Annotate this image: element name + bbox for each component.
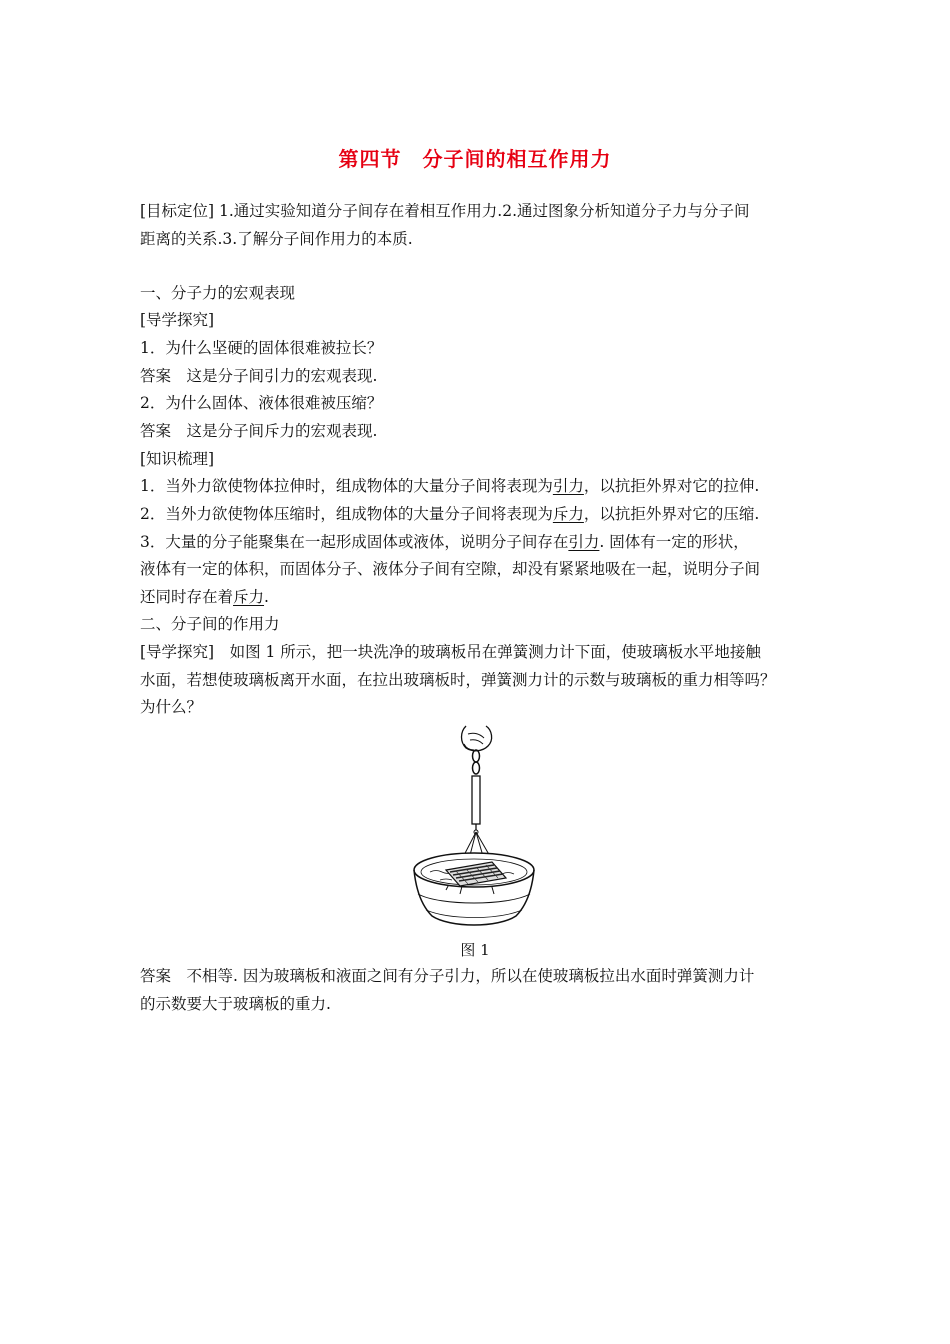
knowledge-item-3-line-3-term: 斥力 (233, 588, 265, 606)
answer-2: 答案 这是分子间斥力的宏观表现. (140, 422, 378, 440)
question-1: 1．为什么坚硬的固体很难被拉长？ (140, 339, 383, 357)
answer-1: 答案 这是分子间引力的宏观表现. (140, 367, 378, 385)
knowledge-item-1-tail: ，以抗拒外界对它的拉伸. (583, 477, 760, 495)
knowledge-item-2-tail: ，以抗拒外界对它的压缩. (583, 505, 760, 523)
knowledge-item-3-tail: . 固体有一定的形状， (599, 533, 749, 551)
knowledge-item-2 (140, 504, 759, 524)
guide-2-line-3: 为什么？ (140, 698, 203, 716)
knowledge-item-3-line-3-text: 还同时存在着 (140, 588, 234, 606)
guide-label-1: [导学探究] (140, 311, 215, 329)
knowledge-item-2-text: 2．当外力欲使物体压缩时，组成物体的大量分子间将表现为 (140, 505, 553, 523)
knowledge-item-3-text: 3．大量的分子能聚集在一起形成固体或液体，说明分子间存在 (140, 533, 569, 551)
knowledge-item-1-term: 引力 (552, 477, 584, 495)
section-1-heading: 一、分子力的宏观表现 (140, 284, 296, 302)
knowledge-item-3-line-3-tail: . (264, 588, 269, 606)
knowledge-item-2-term: 斥力 (552, 505, 584, 523)
answer-3-line-2: 的示数要大于玻璃板的重力. (140, 995, 331, 1013)
guide-2-line-2: 水面，若想使玻璃板离开水面，在拉出玻璃板时，弹簧测力计的示数与玻璃板的重力相等吗？ (140, 671, 776, 689)
answer-3-line-1: 答案 不相等. 因为玻璃板和液面之间有分子引力，所以在使玻璃板拉出水面时弹簧测力计 (140, 967, 755, 985)
objectives-line-2: 距离的关系.3.了解分子间作用力的本质. (140, 230, 413, 248)
knowledge-item-3-line-1 (140, 532, 749, 552)
knowledge-item-1 (140, 476, 759, 496)
objectives-line-1: [目标定位] 1.通过实验知道分子间存在着相互作用力.2.通过图象分析知道分子力与分子间 (140, 202, 750, 220)
knowledge-item-3-line-3 (140, 587, 269, 607)
page-title: 第四节 分子间的相互作用力 (338, 147, 612, 171)
figure-caption: 图 1 (460, 941, 490, 959)
knowledge-item-1-text: 1．当外力欲使物体拉伸时，组成物体的大量分子间将表现为 (140, 477, 553, 495)
knowledge-item-3-line-2: 液体有一定的体积，而固体分子、液体分子间有空隙，却没有紧紧地吸在一起，说明分子间 (140, 560, 761, 578)
glass-plate-experiment-figure (410, 722, 538, 934)
section-2-heading: 二、分子间的作用力 (140, 615, 280, 633)
question-2: 2．为什么固体、液体很难被压缩？ (140, 394, 383, 412)
guide-2-line-1: [导学探究] 如图 1 所示，把一块洗净的玻璃板吊在弹簧测力计下面，使玻璃板水平地接触 (140, 643, 761, 661)
knowledge-label: [知识梳理] (140, 450, 215, 468)
knowledge-item-3-term: 引力 (568, 533, 600, 551)
